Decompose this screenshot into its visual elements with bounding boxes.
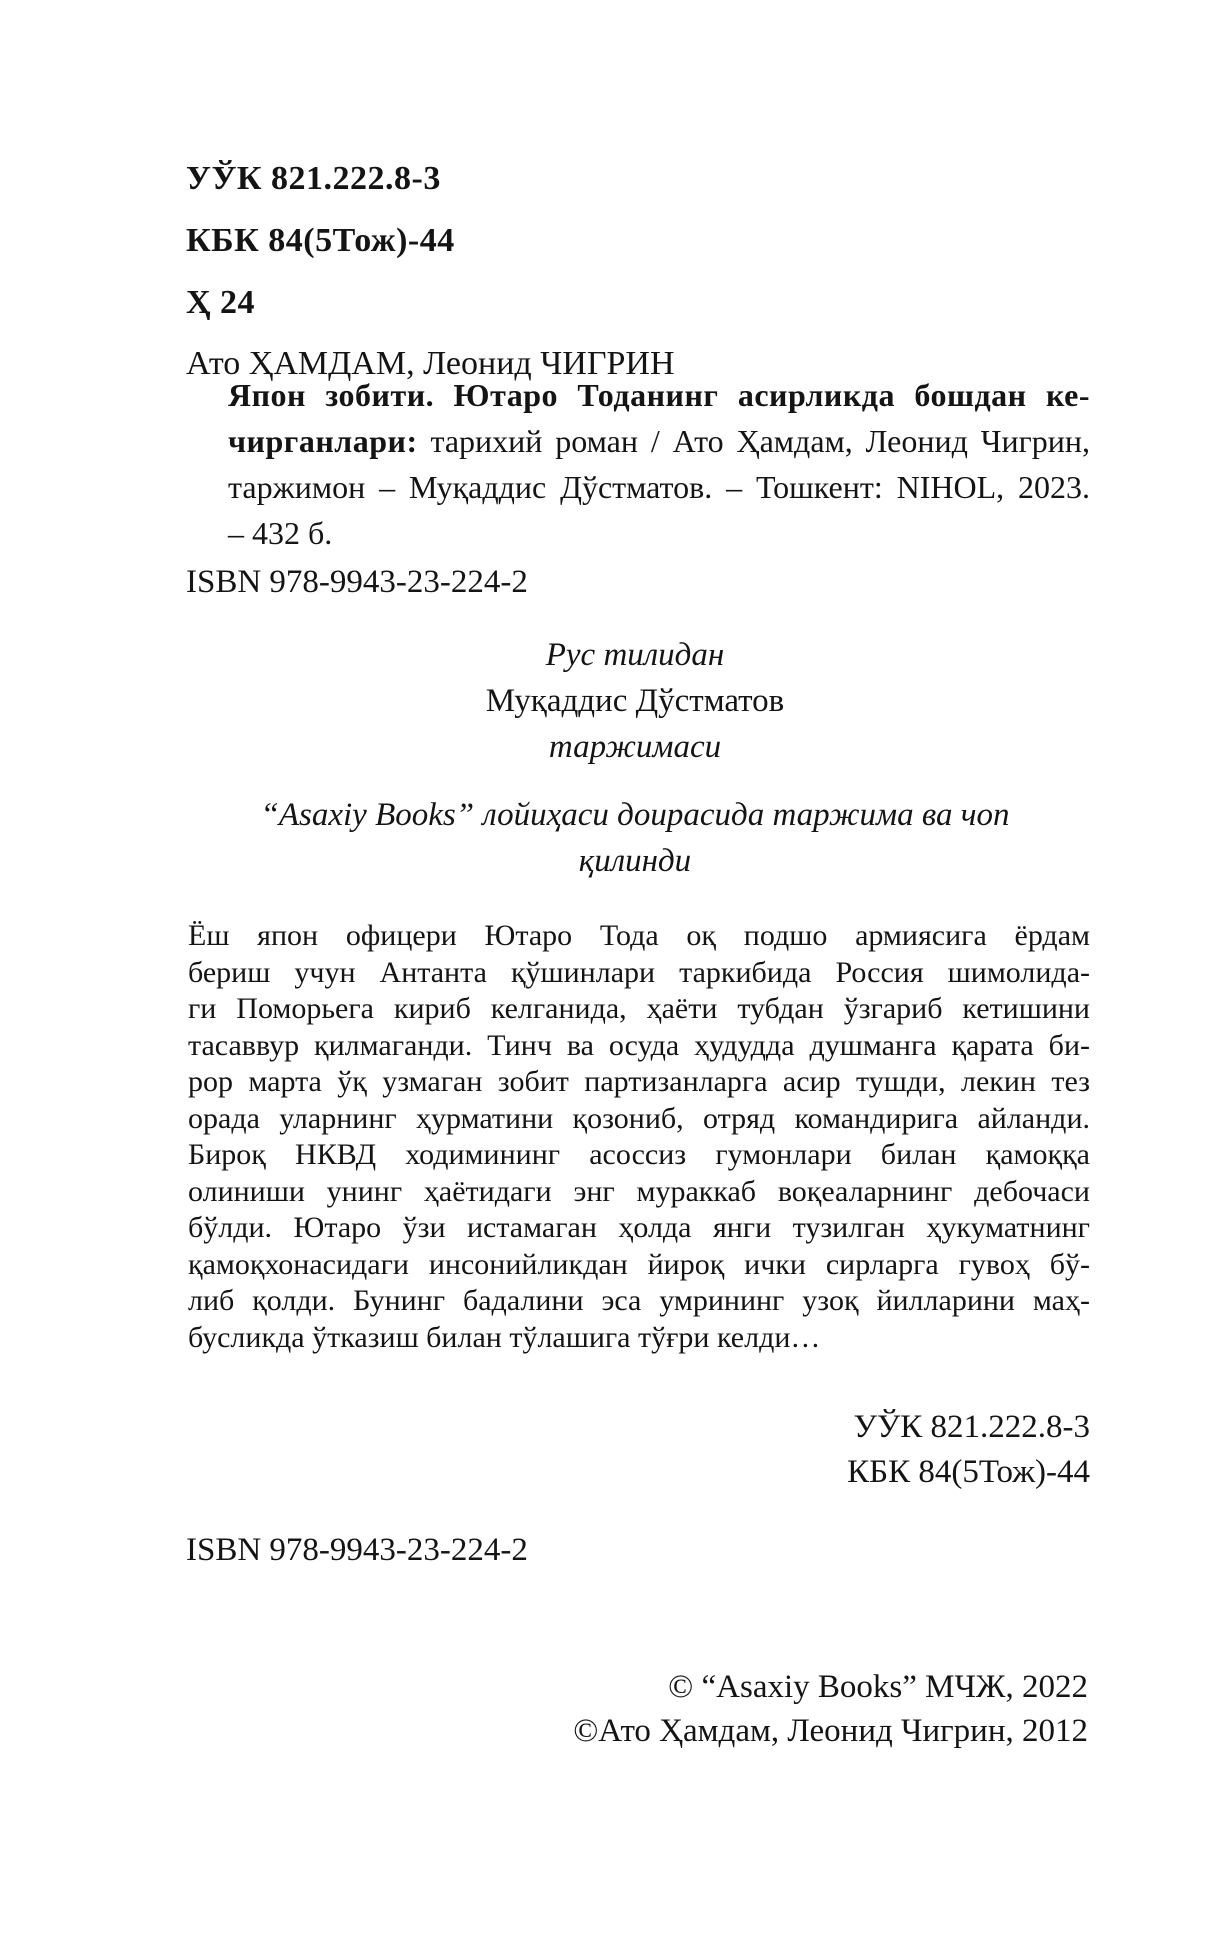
- authors-line: Ато ҲАМДАМ, Леонид ЧИГРИН: [186, 345, 675, 382]
- classification-bottom-block: [847, 1405, 1090, 1495]
- udk-code-bottom: УЎК 821.222.8-3: [853, 1409, 1090, 1445]
- text-line: қамоқхонасидаги инсонийликдан йироқ ички сирларга гувоҳ бў-: [188, 1247, 1090, 1281]
- text-line: – 432 б.: [228, 515, 333, 551]
- translator-name: Муқаддис Дўстматов: [485, 683, 785, 719]
- text-line: бўлди. Ютаро ўзи истамаган ҳолда янги тузилган ҳукуматнинг: [188, 1211, 1090, 1244]
- project-note-line2: қилинди: [578, 843, 692, 879]
- annotation-paragraph: [188, 918, 1090, 1356]
- text-line: Ёш япон офицери Ютаро Тода оқ подшо армиясига ёрдам: [188, 919, 1090, 952]
- source-language: Рус тилидан: [545, 637, 725, 673]
- project-note: [165, 792, 1105, 884]
- udk-code-top: УЎК 821.222.8-3: [186, 160, 441, 197]
- text-line: бусликда ўтказиш билан тўлашига тўғри келди…: [188, 1320, 821, 1354]
- copyright-authors: ©Ато Ҳамдам, Леонид Чигрин, 2012: [573, 1713, 1088, 1749]
- text-line: таржимон – Муқаддис Дўстматов. – Тошкент: NIHOL, 2023.: [228, 469, 1090, 505]
- translator-block: [165, 632, 1105, 770]
- classification-top-block: [186, 148, 455, 334]
- text-line: рор марта ўқ узмаган зобит партизанларга асир тушди, лекин тез: [188, 1065, 1090, 1098]
- translation-word: таржимаси: [548, 729, 722, 765]
- bbk-code-top: КБК 84(5Тож)-44: [186, 222, 455, 259]
- text-line: орада уларнинг ҳурматини қозониб, отряд командирига айланди.: [188, 1101, 1090, 1135]
- text-line: бериш учун Антанта қўшинлари таркибида Россия шимолида-: [188, 955, 1090, 989]
- copyright-block: [573, 1665, 1088, 1753]
- project-note-line1: “Asaxiy Books” лойиҳаси доирасида таржима ва чоп: [260, 797, 1010, 833]
- text-line: Япон зобити. Ютаро Тоданинг асирликда бошдан ке-: [228, 377, 1090, 413]
- isbn-top: ISBN 978-9943-23-224-2: [186, 564, 528, 600]
- text-line: чирганлари: тарихий роман / Ато Ҳамдам, Леонид Чигрин,: [228, 423, 1090, 459]
- bibliographic-entry: [228, 372, 1090, 556]
- copyright-publisher: © “Asaxiy Books” МЧЖ, 2022: [668, 1669, 1088, 1705]
- text-line: ги Поморьега кириб келганида, ҳаёти тубдан ўзгариб кетишини: [188, 992, 1090, 1025]
- author-sign-code: Ҳ 24: [186, 284, 256, 321]
- text-line: олиниши унинг ҳаётидаги энг мураккаб воқеаларнинг дебочаси: [188, 1174, 1090, 1208]
- text-line: либ қолди. Бунинг бадалини эса умрининг узоқ йилларини маҳ-: [188, 1284, 1090, 1317]
- text-line: тасаввур қилмаганди. Тинч ва осуда ҳудудда душманга қарата би-: [188, 1028, 1090, 1062]
- text-line: Бироқ НКВД ходимининг асоссиз гумонлари билан қамоққа: [188, 1138, 1090, 1171]
- bbk-code-bottom: КБК 84(5Тож)-44: [847, 1454, 1090, 1490]
- isbn-bottom: ISBN 978-9943-23-224-2: [186, 1532, 528, 1568]
